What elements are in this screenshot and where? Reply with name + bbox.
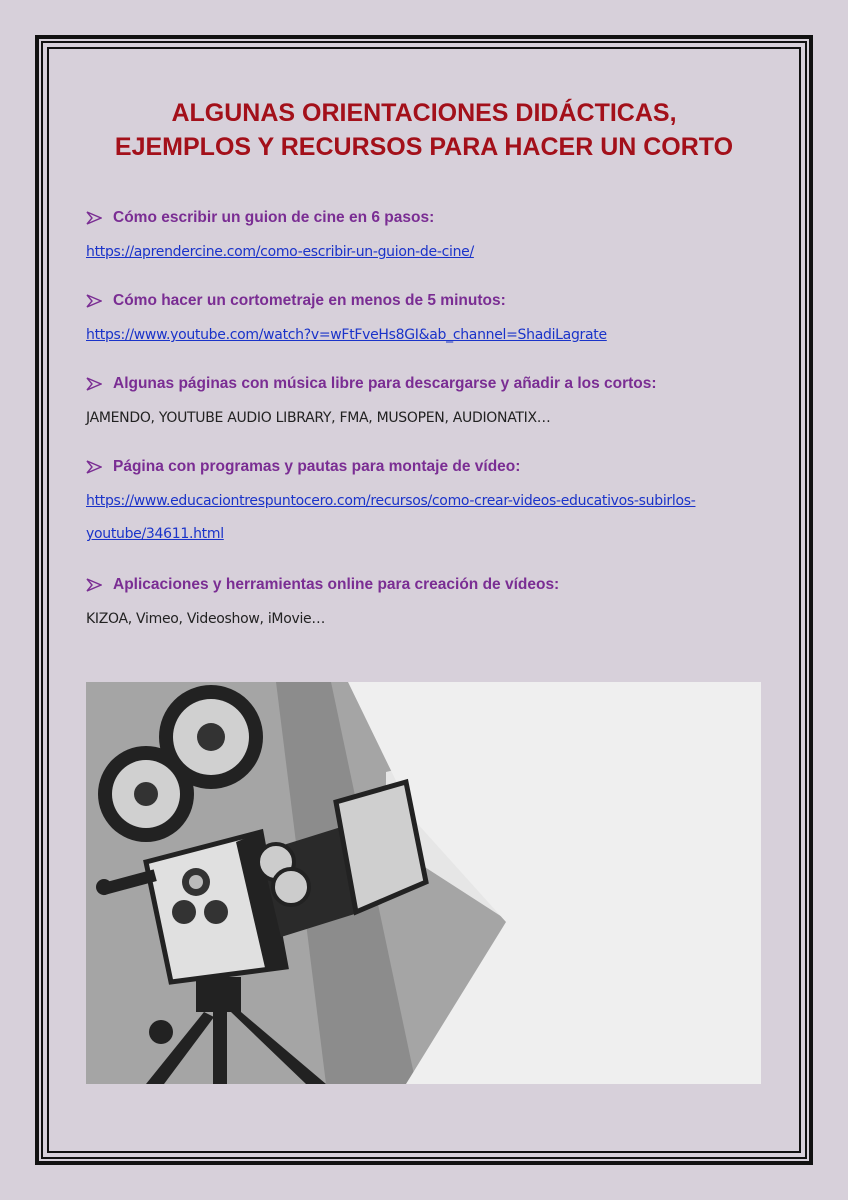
- arrow-bullet-icon: [86, 460, 102, 474]
- resource-heading: Cómo hacer un cortometraje en menos de 5 minutos:: [86, 292, 607, 310]
- music-sites-text: JAMENDO, YOUTUBE AUDIO LIBRARY, FMA, MUSOPEN, AUDIONATIX…: [86, 410, 551, 426]
- resource-heading: Cómo escribir un guion de cine en 6 pasos:: [86, 209, 474, 227]
- arrow-bullet-icon: [86, 377, 102, 391]
- link-guion[interactable]: https://aprendercine.com/como-escribir-un-guion-de-cine/: [86, 244, 474, 260]
- link-montaje-line-2[interactable]: youtube/34611.html: [86, 526, 224, 542]
- apps-text: KIZOA, Vimeo, Videoshow, iMovie…: [86, 611, 326, 627]
- resource-item-cortometraje: [86, 292, 607, 343]
- title-line-1: ALGUNAS ORIENTACIONES DIDÁCTICAS,: [171, 99, 677, 127]
- film-camera-illustration: [86, 682, 761, 1084]
- title-line-2: EJEMPLOS Y RECURSOS PARA HACER UN CORTO: [114, 133, 734, 161]
- arrow-bullet-icon: [86, 211, 102, 225]
- arrow-bullet-icon: [86, 578, 102, 592]
- resource-heading: Algunas páginas con música libre para descargarse y añadir a los cortos:: [86, 375, 657, 393]
- resource-item-musica: [86, 375, 657, 426]
- link-montaje-line-1[interactable]: https://www.educaciontrespuntocero.com/recursos/como-crear-videos-educativos-subirlos-: [86, 493, 696, 509]
- resource-item-montaje: [86, 458, 695, 542]
- resource-item-aplicaciones: [86, 576, 559, 627]
- resource-heading: Aplicaciones y herramientas online para creación de vídeos:: [86, 576, 559, 594]
- arrow-bullet-icon: [86, 294, 102, 308]
- page-title: [60, 96, 788, 164]
- resource-item-guion: [86, 209, 474, 260]
- link-cortometraje[interactable]: https://www.youtube.com/watch?v=wFtFveHs8GI&ab_channel=ShadiLagrate: [86, 327, 607, 343]
- resource-heading: Página con programas y pautas para montaje de vídeo:: [86, 458, 695, 476]
